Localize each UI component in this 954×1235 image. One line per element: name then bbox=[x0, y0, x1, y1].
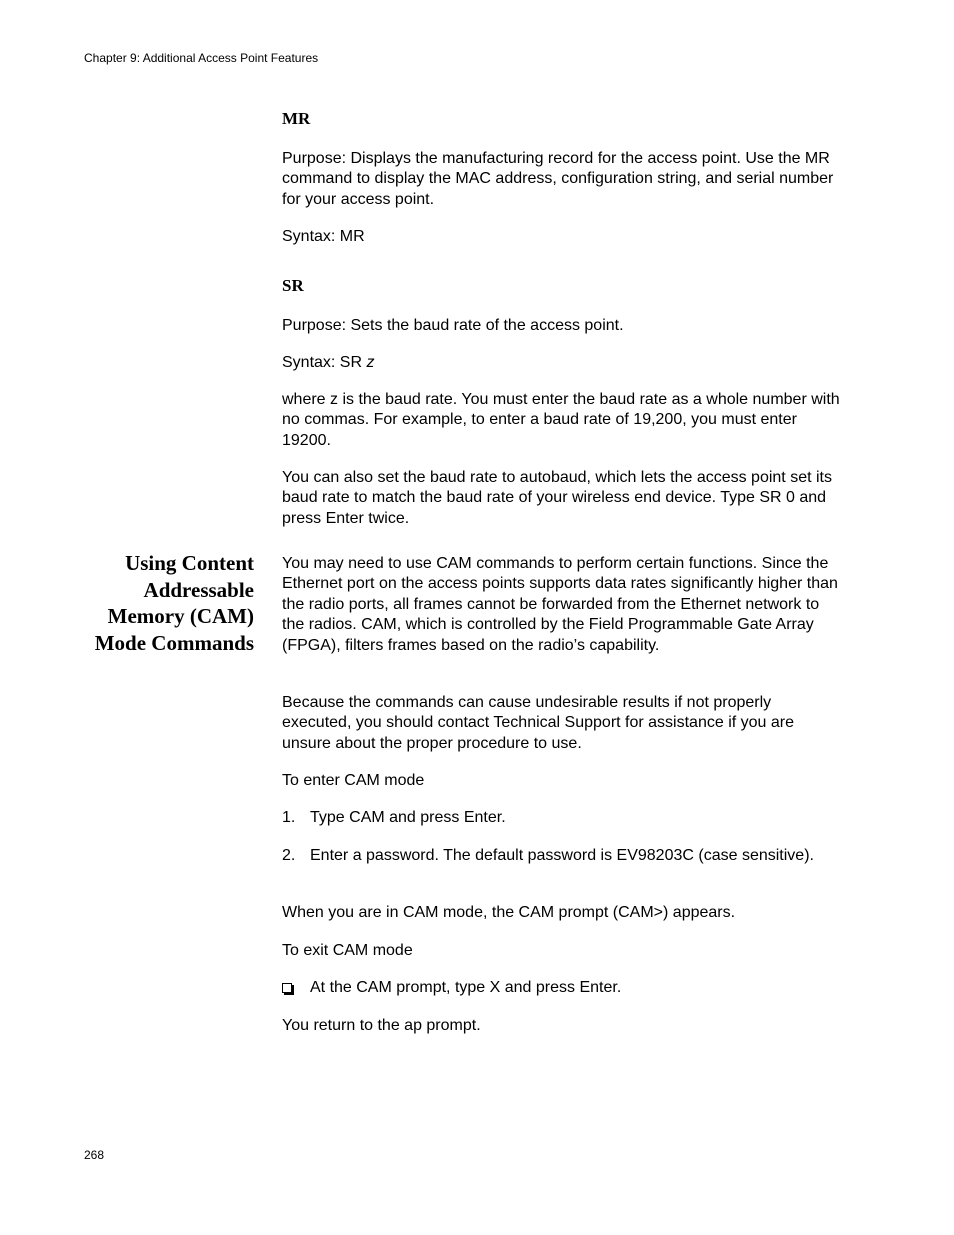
cam-intro: You may need to use CAM commands to perform certain functions. Since the Ethernet port on the access points supports data rates significantly higher than the radio ports, all frames cannot be forwarded from the Ethernet network to the radios. CAM, which is controlled by the Field Programmable Gate Array (FPGA), filters frames based on the radio’s capability. bbox=[282, 555, 838, 654]
exit-step-text: At the CAM prompt, type X and press Enter. bbox=[310, 979, 622, 996]
cam-heading-line: Addressable bbox=[143, 577, 254, 602]
cam-heading-line: Mode Commands bbox=[94, 631, 254, 656]
step-number: 2. bbox=[282, 847, 296, 864]
cam-caution: Because the commands can cause undesirable results if not properly executed, you should contact Technical Support for assistance if you are unsure about the proper procedure to use. bbox=[282, 694, 795, 752]
mr-purpose: Purpose: Displays the manufacturing record for the access point. Use the MR command to display the MAC address, configuration string, and serial number for your access point. bbox=[282, 150, 834, 208]
sr-heading: SR bbox=[282, 276, 304, 295]
step-text: Enter a password. The default password is EV98203C (case sensitive). bbox=[310, 847, 814, 864]
cam-section-heading bbox=[60, 550, 254, 657]
sr-syntax bbox=[282, 353, 842, 373]
sr-syntax-prefix: Syntax: SR bbox=[282, 354, 367, 371]
running-header: Chapter 9: Additional Access Point Features bbox=[84, 51, 319, 65]
mr-heading: MR bbox=[282, 109, 311, 128]
cam-return-note: You return to the ap prompt. bbox=[282, 1017, 481, 1034]
list-item bbox=[282, 808, 842, 828]
sr-purpose: Purpose: Sets the baud rate of the access point. bbox=[282, 317, 624, 334]
step-number: 1. bbox=[282, 809, 296, 826]
mr-syntax: Syntax: MR bbox=[282, 228, 365, 245]
checkbox-bullet-icon bbox=[282, 983, 292, 993]
list-item bbox=[282, 846, 842, 866]
list-item bbox=[282, 978, 842, 998]
cam-exit-title: To exit CAM mode bbox=[282, 942, 413, 959]
step-text: Type CAM and press Enter. bbox=[310, 809, 506, 826]
cam-heading-line: Using Content bbox=[125, 551, 254, 575]
cam-heading-line: Memory (CAM) bbox=[107, 604, 254, 629]
sr-autobaud: You can also set the baud rate to autobaud, which lets the access point set its baud rate to match the baud rate of your wireless end device. Type SR 0 and press Enter twice. bbox=[282, 469, 832, 527]
cam-prompt-note: When you are in CAM mode, the CAM prompt (CAM>) appears. bbox=[282, 904, 736, 921]
sr-where: where z is the baud rate. You must enter the baud rate as a whole number with no commas. For example, to enter a baud rate of 19,200, you must enter 19200. bbox=[282, 391, 840, 449]
cam-enter-title: To enter CAM mode bbox=[282, 772, 425, 789]
sr-syntax-variable: z bbox=[366, 354, 375, 371]
page-number: 268 bbox=[84, 1148, 105, 1162]
